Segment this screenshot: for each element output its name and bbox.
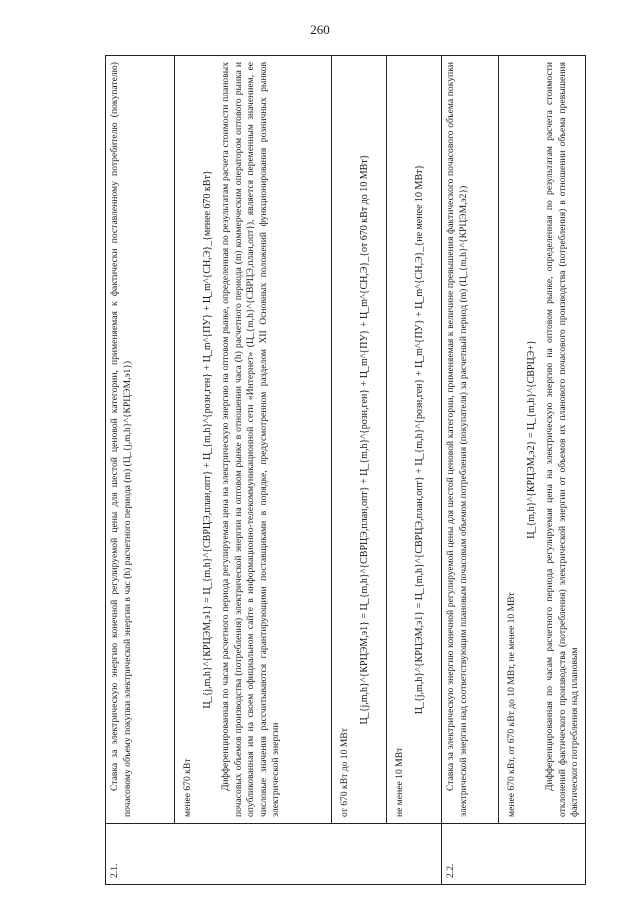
table-row [387, 56, 442, 885]
row-heading: Ставка за электрическую энергию конечной регулируемой цены для шестой ценовой категории, применяемая к величине превышения фактического почасового объема покупки электрической энергии над соответствующим плановым почасовым объемом потребления (покупателя) за расчетный период (m) (Ц_{m,h}^{КРЦЭМ,э2}) [442, 56, 499, 824]
row-number: 2.1. [106, 824, 442, 885]
formula: Ц_{m,h}^{КРЦЭМ,э2} = Ц_{m,h}^{СВРЦЭ+} [525, 340, 537, 539]
subrow-cell [175, 56, 332, 824]
table-row [175, 56, 332, 885]
formula: Ц_{j,m,h}^{КРЦЭМ,э1} = Ц_{m,h}^{СВРЦЭ,план,опт} + Ц_{m,h}^{розн,ген} + Ц_m^{ПУ} + Ц_m^{СН,Э}_{менее 670 кВт} [201, 170, 213, 709]
table-row [332, 56, 387, 885]
rotated-table-container [105, 55, 581, 885]
subrow-text: Дифференцированная по часам расчетного периода регулируемая цена на электрическую энергию на оптовом рынке, определенная по результатам расчета стоимости отклонений фактического производства (потребления) электрической энергии от объемов их планового почасового производства (потребления) в отношении объема превышения фактического потребления над плановым [543, 62, 581, 817]
subrow-label: от 670 кВт до 10 МВт [339, 728, 350, 817]
formula: Ц_{j,m,h}^{КРЦЭМ,э1} = Ц_{m,h}^{СВРЦЭ,план,опт} + Ц_{m,h}^{розн,ген} + Ц_m^{ПУ} + Ц_m^{СН,Э}_{от 670 кВт до 10 МВт} [358, 154, 370, 725]
page-number: 260 [310, 22, 330, 37]
formula: Ц_{j,m,h}^{КРЦЭМ,э1} = Ц_{m,h}^{СВРЦЭ,план,опт} + Ц_{m,h}^{розн,ген} + Ц_m^{ПУ} + Ц_m^{СН,Э}_{не менее 10 МВт} [413, 164, 425, 715]
table-row [499, 56, 586, 885]
subrow-cell [387, 56, 442, 824]
row-number: 2.2. [442, 824, 586, 885]
table-row [442, 56, 499, 885]
tariff-table [105, 55, 586, 885]
subrow-cell [499, 56, 586, 824]
subrow-cell [332, 56, 387, 824]
row-heading: Ставка за электрическую энергию конечной регулируемой цены для шестой ценовой категории, применяемая к фактически поставленному потребителю (покупателю) почасовому объему покупки электрической энергии в час (h) расчетного периода (m) (Ц_{j,m,h}^{КРЦЭМ,э1}) [106, 56, 175, 824]
subrow-label: менее 670 кВт, от 670 кВт до 10 МВт, не менее 10 МВт [506, 592, 517, 817]
subrow-text: Дифференцированная по часам расчетного периода регулируемая цена на электрическую энергию на оптовом рынке, определенная по результатам расчета стоимости плановых почасовых объемов производства (потребления) электрической энергии на оптовом рынке в отношении часа (h) расчетного периода (m) коммерческим оператором оптового рынка и опубликованная им на своем официальном сайте в информационно-телекоммуникационной сети «Интернет» (Ц_{m,h}^{СВРЦЭ,план,опт}), является переменным значением, ее числовые значения рассчитываются гарантирующими поставщиками в порядке, предусмотренном разделом XII Основных положений функционирования розничных рынков электрической энергии [219, 62, 282, 817]
table-row [106, 56, 175, 885]
subrow-label: не менее 10 МВт [394, 747, 405, 817]
subrow-label: менее 670 кВт [182, 758, 193, 817]
